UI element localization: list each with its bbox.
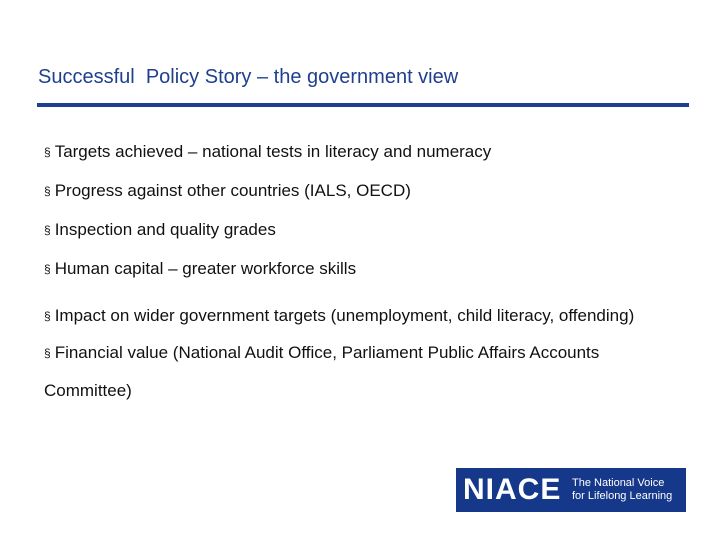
bullet-item bbox=[44, 141, 684, 163]
bullet-icon: § bbox=[44, 223, 51, 237]
bullet-text: Targets achieved – national tests in literacy and numeracy bbox=[54, 142, 492, 161]
bullet-text: Inspection and quality grades bbox=[54, 220, 276, 239]
bullet-icon: § bbox=[44, 346, 51, 360]
bullet-item bbox=[44, 180, 684, 202]
logo-tagline bbox=[567, 477, 672, 503]
title-divider bbox=[37, 103, 689, 107]
bullet-item bbox=[44, 258, 684, 280]
bullet-text: Impact on wider government targets (unemployment, child literacy, offending) bbox=[54, 306, 635, 325]
bullet-icon: § bbox=[44, 184, 51, 198]
bullet-text: Progress against other countries (IALS, OECD) bbox=[54, 181, 411, 200]
logo-tagline-line2: for Lifelong Learning bbox=[572, 490, 673, 502]
slide-title: Successful Policy Story – the government view bbox=[38, 66, 459, 88]
bullet-list bbox=[44, 141, 684, 408]
bullet-icon: § bbox=[44, 262, 51, 276]
bullet-item bbox=[44, 334, 684, 409]
logo-tagline-line1: The National Voice bbox=[572, 477, 665, 489]
bullet-icon: § bbox=[44, 145, 51, 159]
bullet-item bbox=[44, 297, 684, 335]
bullet-item bbox=[44, 219, 684, 241]
niace-logo bbox=[456, 468, 686, 512]
bullet-text: Human capital – greater workforce skills bbox=[54, 259, 357, 278]
bullet-text: Financial value (National Audit Office, Parliament Public Affairs Accounts Committee) bbox=[44, 343, 600, 400]
logo-wordmark: NIACE bbox=[463, 473, 562, 506]
bullet-icon: § bbox=[44, 309, 51, 323]
